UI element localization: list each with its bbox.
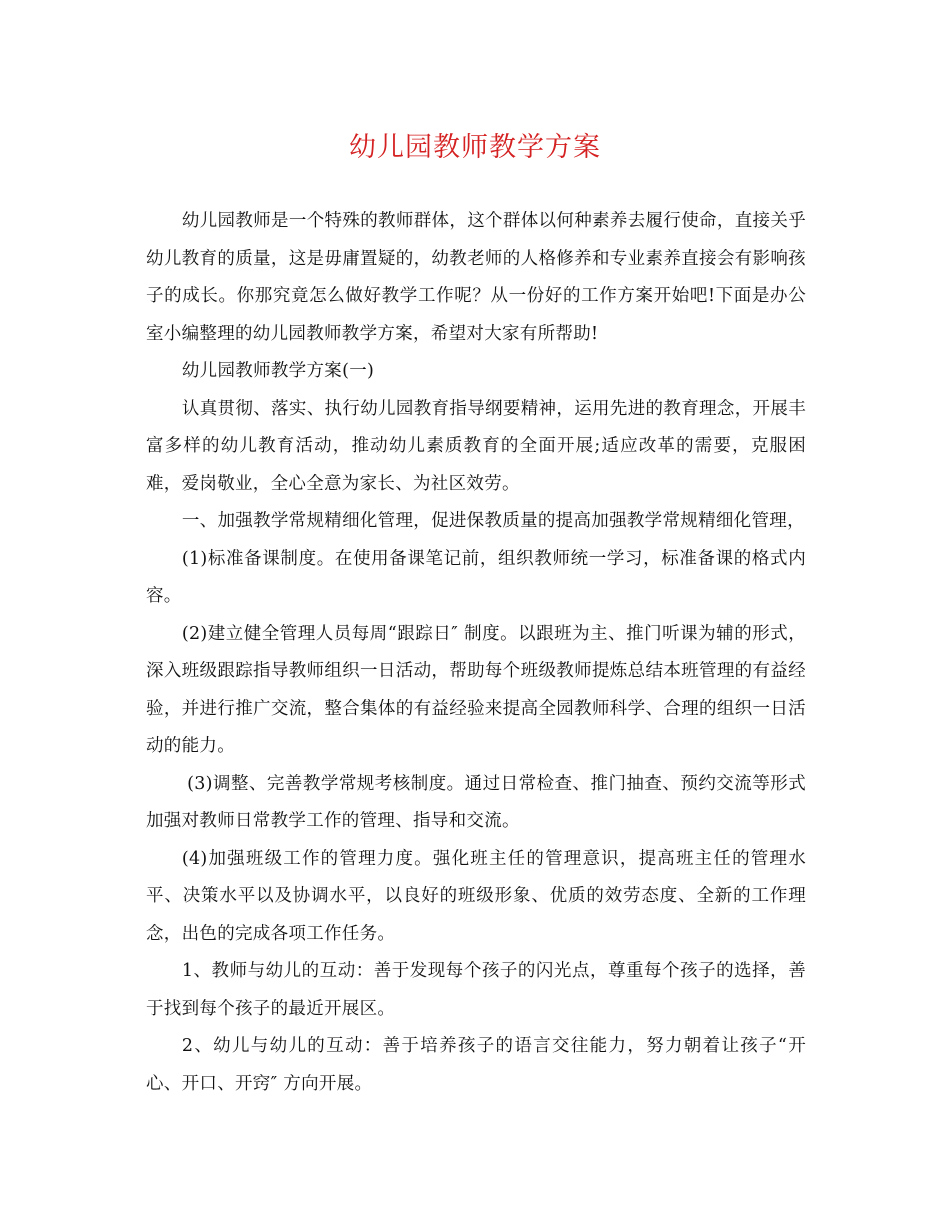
- intro-paragraph: 幼儿园教师是一个特殊的教师群体，这个群体以何种素养去履行使命，直接关乎幼儿教育的质量，这是毋庸置疑的，幼教老师的人格修养和专业素养直接会有影响孩子的成长。你那究竟怎么做好教学工作呢？从一份好的工作方案开始吧!下面是办公室小编整理的幼儿园教师教学方案，希望对大家有所帮助!: [146, 211, 806, 344]
- paragraph-item-4: (4)加强班级工作的管理力度。强化班主任的管理意识，提高班主任的管理水平、决策水平以及协调水平，以良好的班级形象、优质的效劳态度、全新的工作理念，出色的完成各项工作任务。: [146, 848, 806, 944]
- paragraph-item-3: (3)调整、完善教学常规考核制度。通过日常检查、推门抽查、预约交流等形式加强对教师日常教学工作的管理、指导和交流。: [146, 773, 806, 831]
- paragraph-interaction-1: 1、教师与幼儿的互动：善于发现每个孩子的闪光点，尊重每个孩子的选择，善于找到每个孩子的最近开展区。: [146, 961, 806, 1019]
- paragraph-management-heading: 一、加强教学常规精细化管理，促进保教质量的提高加强教学常规精细化管理，: [181, 511, 805, 531]
- paragraph-item-1: (1)标准备课制度。在使用备课笔记前，组织教师统一学习，标准备课的格式内容。: [146, 548, 806, 606]
- document-title: 幼儿园教师教学方案: [349, 132, 601, 163]
- paragraph-principles: 认真贯彻、落实、执行幼儿园教育指导纲要精神，运用先进的教育理念，开展丰富多样的幼儿教育活动，推动幼儿素质教育的全面开展;适应改革的需要，克服困难，爱岗敬业，全心全意为家长、为社区效劳。: [146, 398, 806, 494]
- paragraph-interaction-2: 2、幼儿与幼儿的互动：善于培养孩子的语言交往能力，努力朝着让孩子“开心、开口、开窍″ 方向开展。: [146, 1036, 806, 1094]
- section-heading: 幼儿园教师教学方案(一): [181, 361, 375, 381]
- document-body: [146, 203, 806, 1103]
- paragraph-item-2: (2)建立健全管理人员每周“跟踪日″ 制度。以跟班为主、推门听课为辅的形式，深入班级跟踪指导教师组织一日活动，帮助每个班级教师提炼总结本班管理的有益经验，并进行推广交流，整合集体的有益经验来提高全园教师科学、合理的组织一日活动的能力。: [146, 623, 806, 756]
